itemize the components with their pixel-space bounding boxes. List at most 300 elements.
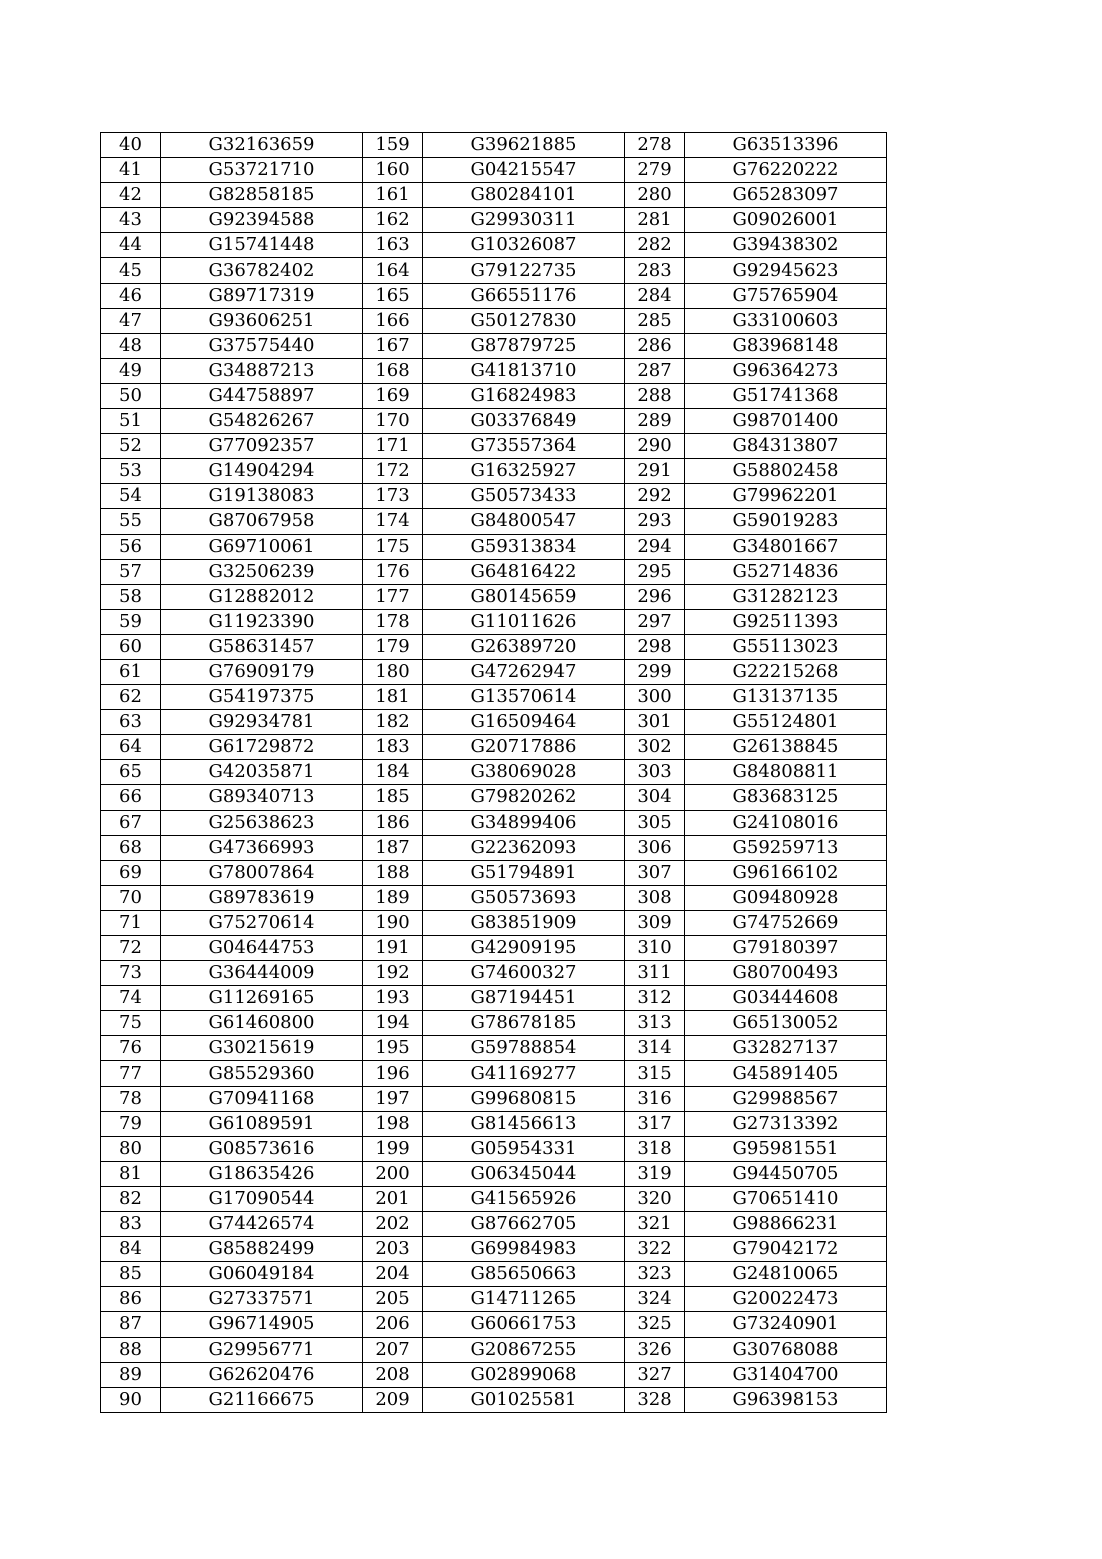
code-cell: G92511393 <box>685 609 887 634</box>
serial-cell: 65 <box>101 760 161 785</box>
serial-cell: 316 <box>625 1086 685 1111</box>
serial-cell: 196 <box>363 1061 423 1086</box>
serial-cell: 160 <box>363 158 423 183</box>
serial-cell: 48 <box>101 333 161 358</box>
serial-cell: 64 <box>101 735 161 760</box>
code-cell: G54197375 <box>161 685 363 710</box>
code-cell: G92394588 <box>161 208 363 233</box>
code-cell: G51794891 <box>423 860 625 885</box>
code-cell: G70941168 <box>161 1086 363 1111</box>
table-row <box>101 584 887 609</box>
serial-cell: 178 <box>363 609 423 634</box>
code-cell: G41169277 <box>423 1061 625 1086</box>
code-cell: G18635426 <box>161 1161 363 1186</box>
code-cell: G03376849 <box>423 409 625 434</box>
code-cell: G29956771 <box>161 1337 363 1362</box>
table-row <box>101 910 887 935</box>
serial-cell: 175 <box>363 534 423 559</box>
code-cell: G66551176 <box>423 283 625 308</box>
serial-cell: 70 <box>101 885 161 910</box>
table-row <box>101 1362 887 1387</box>
table-row <box>101 484 887 509</box>
code-cell: G84800547 <box>423 509 625 534</box>
code-cell: G89717319 <box>161 283 363 308</box>
serial-cell: 74 <box>101 986 161 1011</box>
code-cell: G80145659 <box>423 584 625 609</box>
table-row <box>101 1086 887 1111</box>
table-row <box>101 459 887 484</box>
serial-cell: 50 <box>101 383 161 408</box>
code-cell: G45891405 <box>685 1061 887 1086</box>
code-cell: G74426574 <box>161 1212 363 1237</box>
serial-cell: 207 <box>363 1337 423 1362</box>
serial-cell: 282 <box>625 233 685 258</box>
serial-cell: 182 <box>363 710 423 735</box>
code-cell: G42035871 <box>161 760 363 785</box>
code-cell: G15741448 <box>161 233 363 258</box>
code-cell: G30215619 <box>161 1036 363 1061</box>
code-cell: G03444608 <box>685 986 887 1011</box>
code-cell: G59259713 <box>685 835 887 860</box>
code-cell: G14711265 <box>423 1287 625 1312</box>
serial-cell: 283 <box>625 258 685 283</box>
code-cell: G20717886 <box>423 735 625 760</box>
serial-cell: 85 <box>101 1262 161 1287</box>
code-cell: G80700493 <box>685 961 887 986</box>
code-cell: G27337571 <box>161 1287 363 1312</box>
serial-cell: 192 <box>363 961 423 986</box>
table-row <box>101 1312 887 1337</box>
table-row <box>101 258 887 283</box>
code-cell: G92945623 <box>685 258 887 283</box>
serial-cell: 89 <box>101 1362 161 1387</box>
serial-cell: 303 <box>625 760 685 785</box>
code-cell: G32827137 <box>685 1036 887 1061</box>
code-cell: G26138845 <box>685 735 887 760</box>
serial-cell: 181 <box>363 685 423 710</box>
serial-cell: 289 <box>625 409 685 434</box>
code-cell: G82858185 <box>161 183 363 208</box>
serial-cell: 189 <box>363 885 423 910</box>
serial-cell: 204 <box>363 1262 423 1287</box>
code-cell: G62620476 <box>161 1362 363 1387</box>
serial-cell: 58 <box>101 584 161 609</box>
code-cell: G50573433 <box>423 484 625 509</box>
table-row <box>101 1287 887 1312</box>
serial-cell: 66 <box>101 785 161 810</box>
serial-cell: 197 <box>363 1086 423 1111</box>
serial-cell: 287 <box>625 358 685 383</box>
code-cell: G83851909 <box>423 910 625 935</box>
table-row <box>101 1387 887 1412</box>
table-row <box>101 835 887 860</box>
serial-cell: 183 <box>363 735 423 760</box>
code-cell: G20022473 <box>685 1287 887 1312</box>
serial-cell: 61 <box>101 659 161 684</box>
code-cell: G01025581 <box>423 1387 625 1412</box>
serial-cell: 187 <box>363 835 423 860</box>
table-row <box>101 208 887 233</box>
serial-cell: 166 <box>363 308 423 333</box>
serial-cell: 193 <box>363 986 423 1011</box>
table-row <box>101 986 887 1011</box>
code-cell: G05954331 <box>423 1136 625 1161</box>
table-row <box>101 233 887 258</box>
code-cell: G21166675 <box>161 1387 363 1412</box>
code-cell: G55124801 <box>685 710 887 735</box>
serial-cell: 206 <box>363 1312 423 1337</box>
serial-cell: 317 <box>625 1111 685 1136</box>
serial-cell: 71 <box>101 910 161 935</box>
serial-cell: 280 <box>625 183 685 208</box>
code-cell: G83683125 <box>685 785 887 810</box>
serial-cell: 87 <box>101 1312 161 1337</box>
code-cell: G11269165 <box>161 986 363 1011</box>
code-cell: G09026001 <box>685 208 887 233</box>
code-cell: G98701400 <box>685 409 887 434</box>
serial-cell: 83 <box>101 1212 161 1237</box>
code-cell: G24810065 <box>685 1262 887 1287</box>
code-cell: G83968148 <box>685 333 887 358</box>
serial-cell: 320 <box>625 1186 685 1211</box>
serial-cell: 191 <box>363 936 423 961</box>
code-cell: G79962201 <box>685 484 887 509</box>
serial-cell: 79 <box>101 1111 161 1136</box>
code-cell: G34887213 <box>161 358 363 383</box>
table-row <box>101 308 887 333</box>
code-cell: G87879725 <box>423 333 625 358</box>
serial-cell: 194 <box>363 1011 423 1036</box>
code-cell: G77092357 <box>161 434 363 459</box>
serial-cell: 313 <box>625 1011 685 1036</box>
serial-cell: 325 <box>625 1312 685 1337</box>
code-cell: G87662705 <box>423 1212 625 1237</box>
code-cell: G06049184 <box>161 1262 363 1287</box>
serial-cell: 56 <box>101 534 161 559</box>
code-cell: G78007864 <box>161 860 363 885</box>
serial-cell: 86 <box>101 1287 161 1312</box>
code-cell: G37575440 <box>161 333 363 358</box>
serial-cell: 328 <box>625 1387 685 1412</box>
serial-cell: 177 <box>363 584 423 609</box>
serial-cell: 171 <box>363 434 423 459</box>
code-cell: G58631457 <box>161 634 363 659</box>
serial-cell: 52 <box>101 434 161 459</box>
serial-cell: 290 <box>625 434 685 459</box>
serial-cell: 60 <box>101 634 161 659</box>
code-cell: G17090544 <box>161 1186 363 1211</box>
code-cell: G95981551 <box>685 1136 887 1161</box>
code-cell: G84313807 <box>685 434 887 459</box>
serial-cell: 78 <box>101 1086 161 1111</box>
serial-cell: 327 <box>625 1362 685 1387</box>
serial-cell: 201 <box>363 1186 423 1211</box>
code-cell: G87067958 <box>161 509 363 534</box>
code-cell: G26389720 <box>423 634 625 659</box>
code-cell: G02899068 <box>423 1362 625 1387</box>
serial-cell: 321 <box>625 1212 685 1237</box>
serial-cell: 45 <box>101 258 161 283</box>
table-row <box>101 434 887 459</box>
serial-cell: 63 <box>101 710 161 735</box>
serial-cell: 308 <box>625 885 685 910</box>
code-cell: G59788854 <box>423 1036 625 1061</box>
table-row <box>101 710 887 735</box>
serial-cell: 80 <box>101 1136 161 1161</box>
code-cell: G16509464 <box>423 710 625 735</box>
serial-cell: 311 <box>625 961 685 986</box>
serial-cell: 190 <box>363 910 423 935</box>
serial-cell: 172 <box>363 459 423 484</box>
number-code-table <box>100 132 887 1413</box>
code-cell: G54826267 <box>161 409 363 434</box>
table-row <box>101 158 887 183</box>
code-cell: G34801667 <box>685 534 887 559</box>
serial-cell: 291 <box>625 459 685 484</box>
table-row <box>101 133 887 158</box>
table-row <box>101 1036 887 1061</box>
code-cell: G16824983 <box>423 383 625 408</box>
serial-cell: 176 <box>363 559 423 584</box>
table-row <box>101 760 887 785</box>
code-cell: G92934781 <box>161 710 363 735</box>
serial-cell: 186 <box>363 810 423 835</box>
code-cell: G79042172 <box>685 1237 887 1262</box>
serial-cell: 169 <box>363 383 423 408</box>
code-cell: G76220222 <box>685 158 887 183</box>
code-cell: G76909179 <box>161 659 363 684</box>
code-cell: G39438302 <box>685 233 887 258</box>
serial-cell: 88 <box>101 1337 161 1362</box>
serial-cell: 324 <box>625 1287 685 1312</box>
table-row <box>101 1186 887 1211</box>
serial-cell: 208 <box>363 1362 423 1387</box>
code-cell: G12882012 <box>161 584 363 609</box>
code-cell: G55113023 <box>685 634 887 659</box>
code-cell: G79820262 <box>423 785 625 810</box>
table-row <box>101 509 887 534</box>
serial-cell: 46 <box>101 283 161 308</box>
serial-cell: 279 <box>625 158 685 183</box>
code-cell: G89340713 <box>161 785 363 810</box>
table-row <box>101 735 887 760</box>
table-row <box>101 685 887 710</box>
code-cell: G22215268 <box>685 659 887 684</box>
table-row <box>101 1111 887 1136</box>
code-cell: G99680815 <box>423 1086 625 1111</box>
serial-cell: 314 <box>625 1036 685 1061</box>
serial-cell: 72 <box>101 936 161 961</box>
serial-cell: 54 <box>101 484 161 509</box>
serial-cell: 209 <box>363 1387 423 1412</box>
code-cell: G14904294 <box>161 459 363 484</box>
code-cell: G79180397 <box>685 936 887 961</box>
serial-cell: 203 <box>363 1237 423 1262</box>
table-row <box>101 936 887 961</box>
code-cell: G10326087 <box>423 233 625 258</box>
table-row <box>101 383 887 408</box>
serial-cell: 167 <box>363 333 423 358</box>
code-cell: G53721710 <box>161 158 363 183</box>
code-cell: G94450705 <box>685 1161 887 1186</box>
serial-cell: 322 <box>625 1237 685 1262</box>
code-cell: G20867255 <box>423 1337 625 1362</box>
serial-cell: 82 <box>101 1186 161 1211</box>
table-row <box>101 1237 887 1262</box>
code-cell: G63513396 <box>685 133 887 158</box>
table-row <box>101 534 887 559</box>
serial-cell: 293 <box>625 509 685 534</box>
serial-cell: 75 <box>101 1011 161 1036</box>
code-cell: G69710061 <box>161 534 363 559</box>
code-cell: G25638623 <box>161 810 363 835</box>
serial-cell: 174 <box>363 509 423 534</box>
code-cell: G11923390 <box>161 609 363 634</box>
code-cell: G70651410 <box>685 1186 887 1211</box>
serial-cell: 198 <box>363 1111 423 1136</box>
serial-cell: 326 <box>625 1337 685 1362</box>
serial-cell: 304 <box>625 785 685 810</box>
table-row <box>101 409 887 434</box>
table-row <box>101 559 887 584</box>
serial-cell: 62 <box>101 685 161 710</box>
serial-cell: 188 <box>363 860 423 885</box>
code-cell: G65283097 <box>685 183 887 208</box>
table-row <box>101 1136 887 1161</box>
code-cell: G96166102 <box>685 860 887 885</box>
serial-cell: 298 <box>625 634 685 659</box>
code-cell: G93606251 <box>161 308 363 333</box>
code-cell: G44758897 <box>161 383 363 408</box>
code-cell: G47262947 <box>423 659 625 684</box>
serial-cell: 199 <box>363 1136 423 1161</box>
code-cell: G16325927 <box>423 459 625 484</box>
code-cell: G60661753 <box>423 1312 625 1337</box>
code-cell: G08573616 <box>161 1136 363 1161</box>
code-cell: G42909195 <box>423 936 625 961</box>
code-cell: G36444009 <box>161 961 363 986</box>
code-cell: G31282123 <box>685 584 887 609</box>
table-row <box>101 283 887 308</box>
code-cell: G36782402 <box>161 258 363 283</box>
serial-cell: 57 <box>101 559 161 584</box>
code-cell: G79122735 <box>423 258 625 283</box>
serial-cell: 202 <box>363 1212 423 1237</box>
serial-cell: 195 <box>363 1036 423 1061</box>
serial-cell: 49 <box>101 358 161 383</box>
serial-cell: 278 <box>625 133 685 158</box>
serial-cell: 286 <box>625 333 685 358</box>
code-cell: G24108016 <box>685 810 887 835</box>
code-cell: G73240901 <box>685 1312 887 1337</box>
serial-cell: 51 <box>101 409 161 434</box>
serial-cell: 168 <box>363 358 423 383</box>
code-cell: G38069028 <box>423 760 625 785</box>
code-cell: G61089591 <box>161 1111 363 1136</box>
code-cell: G85650663 <box>423 1262 625 1287</box>
serial-cell: 281 <box>625 208 685 233</box>
code-cell: G73557364 <box>423 434 625 459</box>
code-cell: G85882499 <box>161 1237 363 1262</box>
serial-cell: 55 <box>101 509 161 534</box>
serial-cell: 300 <box>625 685 685 710</box>
table-row <box>101 1161 887 1186</box>
serial-cell: 294 <box>625 534 685 559</box>
code-cell: G69984983 <box>423 1237 625 1262</box>
code-cell: G33100603 <box>685 308 887 333</box>
table-row <box>101 961 887 986</box>
code-cell: G81456613 <box>423 1111 625 1136</box>
code-cell: G11011626 <box>423 609 625 634</box>
code-cell: G30768088 <box>685 1337 887 1362</box>
serial-cell: 301 <box>625 710 685 735</box>
table-row <box>101 609 887 634</box>
code-cell: G64816422 <box>423 559 625 584</box>
code-cell: G32506239 <box>161 559 363 584</box>
table-row <box>101 183 887 208</box>
code-cell: G89783619 <box>161 885 363 910</box>
code-cell: G13137135 <box>685 685 887 710</box>
serial-cell: 299 <box>625 659 685 684</box>
serial-cell: 180 <box>363 659 423 684</box>
table-row <box>101 358 887 383</box>
serial-cell: 319 <box>625 1161 685 1186</box>
serial-cell: 42 <box>101 183 161 208</box>
code-cell: G74600327 <box>423 961 625 986</box>
serial-cell: 185 <box>363 785 423 810</box>
code-cell: G59019283 <box>685 509 887 534</box>
code-cell: G98866231 <box>685 1212 887 1237</box>
serial-cell: 309 <box>625 910 685 935</box>
code-cell: G32163659 <box>161 133 363 158</box>
code-cell: G34899406 <box>423 810 625 835</box>
serial-cell: 76 <box>101 1036 161 1061</box>
code-cell: G96398153 <box>685 1387 887 1412</box>
serial-cell: 77 <box>101 1061 161 1086</box>
serial-cell: 159 <box>363 133 423 158</box>
code-cell: G96714905 <box>161 1312 363 1337</box>
code-cell: G19138083 <box>161 484 363 509</box>
code-cell: G74752669 <box>685 910 887 935</box>
serial-cell: 305 <box>625 810 685 835</box>
serial-cell: 73 <box>101 961 161 986</box>
serial-cell: 162 <box>363 208 423 233</box>
serial-cell: 205 <box>363 1287 423 1312</box>
code-cell: G78678185 <box>423 1011 625 1036</box>
code-cell: G39621885 <box>423 133 625 158</box>
code-cell: G09480928 <box>685 885 887 910</box>
serial-cell: 296 <box>625 584 685 609</box>
code-cell: G47366993 <box>161 835 363 860</box>
serial-cell: 170 <box>363 409 423 434</box>
serial-cell: 81 <box>101 1161 161 1186</box>
serial-cell: 297 <box>625 609 685 634</box>
table-row <box>101 333 887 358</box>
code-cell: G13570614 <box>423 685 625 710</box>
code-cell: G04215547 <box>423 158 625 183</box>
code-cell: G61729872 <box>161 735 363 760</box>
serial-cell: 318 <box>625 1136 685 1161</box>
serial-cell: 292 <box>625 484 685 509</box>
serial-cell: 59 <box>101 609 161 634</box>
table-row <box>101 885 887 910</box>
code-cell: G06345044 <box>423 1161 625 1186</box>
serial-cell: 165 <box>363 283 423 308</box>
table-row <box>101 1061 887 1086</box>
code-cell: G96364273 <box>685 358 887 383</box>
code-cell: G65130052 <box>685 1011 887 1036</box>
code-cell: G75270614 <box>161 910 363 935</box>
